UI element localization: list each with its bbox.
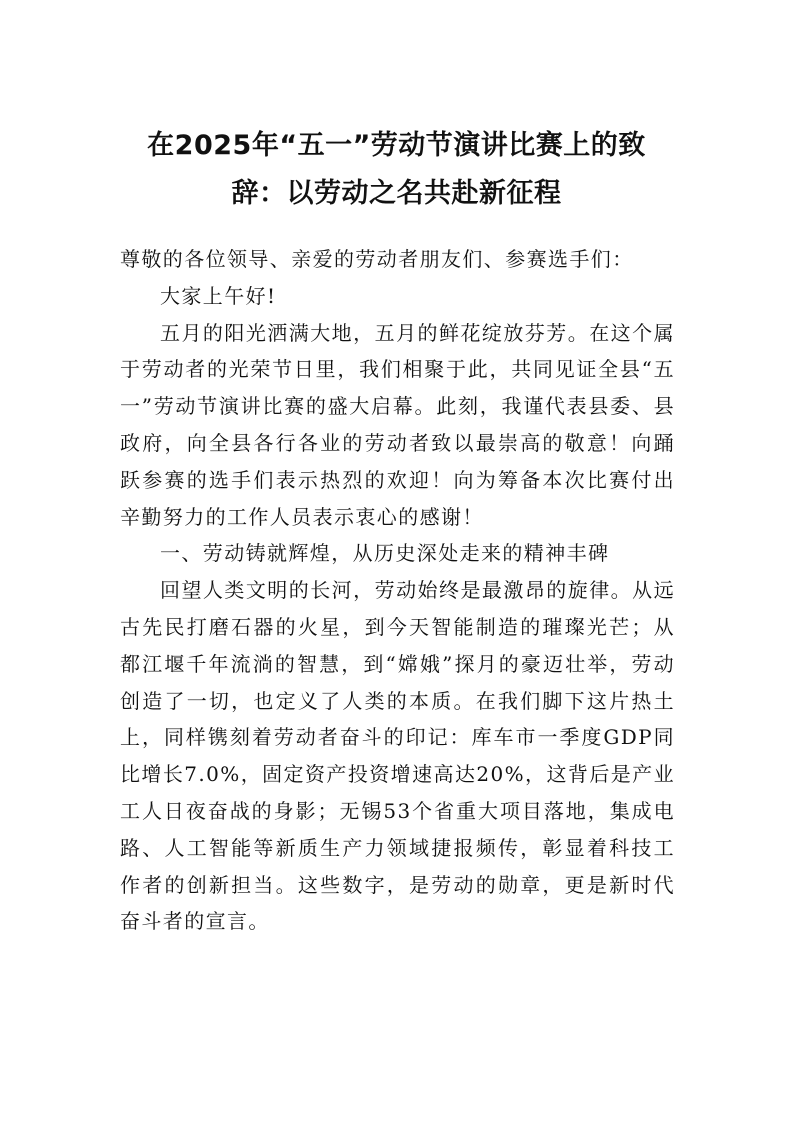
document-title — [100, 122, 693, 218]
paragraph-opening: 五月的阳光洒满大地，五月的鲜花绽放芬芳。在这个属于劳动者的光荣节日里，我们相聚于此，共同见证全县“五一”劳动节演讲比赛的盛大启幕。此刻，我谨代表县委、县政府，向全县各行各业的劳动者致以最崇高的敬意！向踊跃参赛的选手们表示热烈的欢迎！向为筹备本次比赛付出辛勤努力的工作人员表示衷心的感谢！ — [120, 320, 675, 529]
paragraph-history: 回望人类文明的长河，劳动始终是最激昂的旋律。从远古先民打磨石器的火星，到今天智能制造的璀璨光芒；从都江堰千年流淌的智慧，到“嫦娥”探月的豪迈壮举，劳动创造了一切，也定义了人类的本质。在我们脚下这片热土上，同样镌刻着劳动者奋斗的印记：库车市一季度GDP同比增长7.0%，固定资产投资增速高达20%，这背后是产业工人日夜奋战的身影；无锡53个省重大项目落地，集成电路、人工智能等新质生产力领域捷报频传，彰显着科技工作者的创新担当。这些数字，是劳动的勋章，更是新时代奋斗者的宣言。 — [120, 578, 675, 934]
greeting: 大家上午好! — [160, 283, 277, 308]
salutation: 尊敬的各位领导、亲爱的劳动者朋友们、参赛选手们： — [120, 247, 634, 271]
document-title-line-2: 辞：以劳动之名共赴新征程 — [231, 178, 562, 209]
document-title-line-1: 在2025年“五一”劳动节演讲比赛上的致 — [147, 130, 646, 161]
document-body — [120, 241, 675, 940]
section-heading-1: 一、劳动铸就辉煌，从历史深处走来的精神丰碑 — [160, 541, 610, 566]
